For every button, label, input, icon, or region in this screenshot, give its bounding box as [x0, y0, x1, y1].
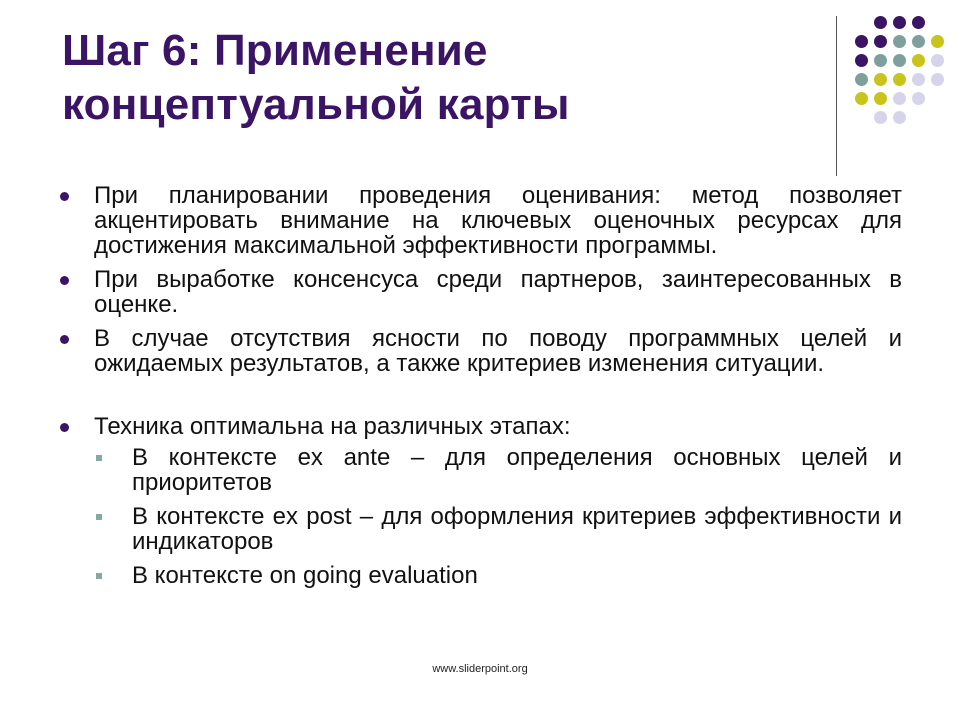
bullet-dot-icon [60, 423, 69, 432]
sub-bullet-item [60, 504, 902, 554]
decorative-dot [893, 92, 906, 105]
sub-bullet-item [60, 563, 902, 588]
square-bullet-icon [96, 514, 102, 520]
sub-bullet-text: В контексте ex post – для оформления критериев эффективности и индикаторов [132, 503, 902, 555]
bullet-dot-icon [60, 335, 69, 344]
decorative-dot [931, 35, 944, 48]
bullet-item [60, 326, 902, 376]
decorative-dot [893, 111, 906, 124]
decorative-dot [874, 73, 887, 86]
decorative-dot [912, 92, 925, 105]
decorative-dot [893, 35, 906, 48]
bullet-dot-icon [60, 192, 69, 201]
title-divider-line [836, 16, 837, 176]
square-bullet-icon [96, 573, 102, 579]
decorative-dot [893, 73, 906, 86]
bullet-item [60, 183, 902, 258]
bullet-text: В случае отсутствия ясности по поводу программных целей и ожидаемых результатов, а также критериев изменения ситуации. [94, 325, 902, 377]
decorative-dot [912, 54, 925, 67]
decorative-dot [912, 73, 925, 86]
sub-bullet-text: В контексте ex ante – для определения основных целей и приоритетов [132, 444, 902, 496]
decorative-dot [874, 92, 887, 105]
bullet-text: При выработке консенсуса среди партнеров, заинтересованных в оценке. [94, 266, 902, 318]
decorative-dot [874, 111, 887, 124]
decorative-dot [874, 35, 887, 48]
footer-url: www.sliderpoint.org [432, 663, 528, 675]
decorative-dot [912, 35, 925, 48]
decorative-dot [855, 35, 868, 48]
decorative-dot [855, 92, 868, 105]
decorative-dot [912, 16, 925, 29]
decorative-dot [874, 16, 887, 29]
decorative-dot [893, 54, 906, 67]
decorative-dot [893, 16, 906, 29]
bullet-item [60, 414, 902, 439]
bullet-text: Техника оптимальна на различных этапах: [94, 413, 571, 440]
decorative-dot [931, 73, 944, 86]
sub-bullet-text: В контексте on going evaluation [132, 562, 478, 589]
square-bullet-icon [96, 455, 102, 461]
slide-body [60, 183, 902, 588]
decorative-dot [874, 54, 887, 67]
bullet-text: При планировании проведения оценивания: метод позволяет акцентировать внимание на ключевых оценочных ресурсах для достижения максимальной эффективности программы. [94, 182, 902, 259]
bullet-dot-icon [60, 276, 69, 285]
decorative-dot [855, 54, 868, 67]
bullet-item [60, 267, 902, 317]
slide-title: Шаг 6: Применение концептуальной карты [62, 26, 570, 129]
decorative-dot [931, 54, 944, 67]
sub-bullet-item [60, 445, 902, 495]
decorative-dot [855, 73, 868, 86]
